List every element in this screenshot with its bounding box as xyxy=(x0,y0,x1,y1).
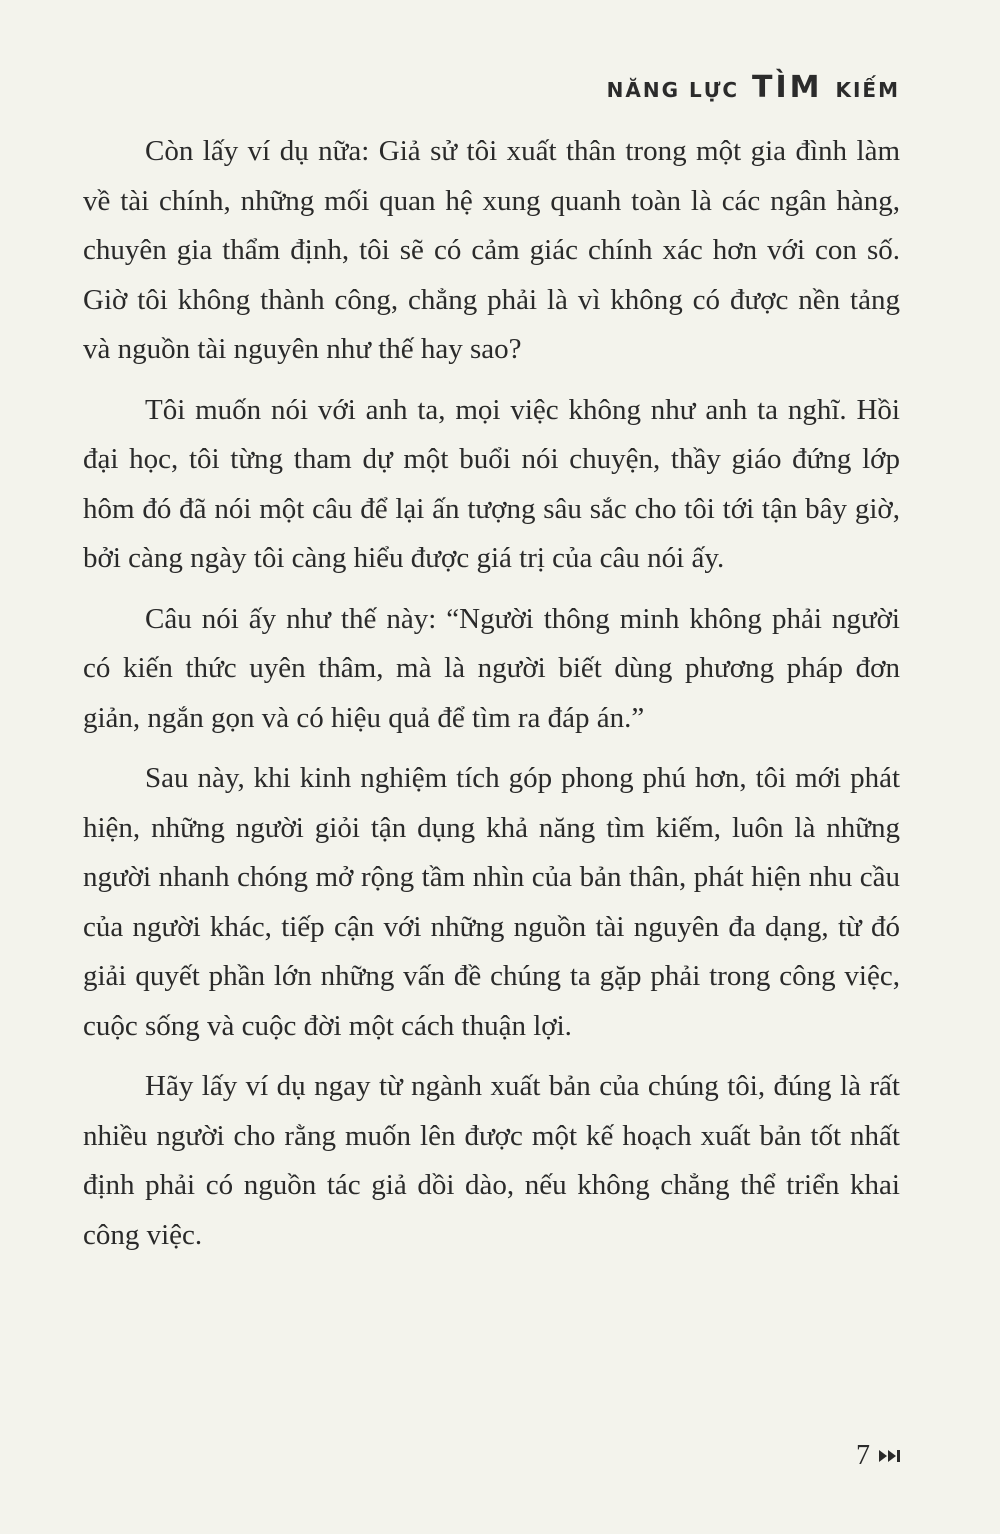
paragraph-2: Tôi muốn nói với anh ta, mọi việc không như anh ta nghĩ. Hồi đại học, tôi từng tham dự một buổi nói chuyện, thầy giáo đứng lớp hôm đó đã nói một câu để lại ấn tượng sâu sắc cho tôi tới tận bây giờ, bởi càng ngày tôi càng hiểu được giá trị của câu nói ấy. xyxy=(83,393,900,574)
paragraph-4: Sau này, khi kinh nghiệm tích góp phong phú hơn, tôi mới phát hiện, những người giỏi tận dụng khả năng tìm kiếm, luôn là những người nhanh chóng mở rộng tầm nhìn của bản thân, phát hiện nhu cầu của người khác, tiếp cận với những nguồn tài nguyên đa dạng, từ đó giải quyết phần lớn những vấn đề chúng ta gặp phải trong công việc, cuộc sống và cuộc đời một cách thuận lợi. xyxy=(83,762,900,1042)
paragraph-5: Hãy lấy ví dụ ngay từ ngành xuất bản của chúng tôi, đúng là rất nhiều người cho rằng muốn lên được một kế hoạch xuất bản tốt nhất định phải có nguồn tác giả dồi dào, nếu không chẳng thể triển khai công việc. xyxy=(83,1070,900,1251)
fast-forward-icon xyxy=(878,1448,902,1464)
header-text-part2: TÌM xyxy=(752,70,823,105)
page-number: 7 xyxy=(856,1440,870,1471)
page-body xyxy=(83,127,900,1271)
header-text-part3: KIẾM xyxy=(826,78,900,102)
header-text-part1: NĂNG LỰC xyxy=(606,78,749,102)
running-header xyxy=(607,70,900,105)
page-footer xyxy=(856,1440,902,1472)
paragraph-1: Còn lấy ví dụ nữa: Giả sử tôi xuất thân trong một gia đình làm về tài chính, những mối quan hệ xung quanh toàn là các ngân hàng, chuyên gia thẩm định, tôi sẽ có cảm giác chính xác hơn với con số. Giờ tôi không thành công, chẳng phải là vì không có được nền tảng và nguồn tài nguyên như thế hay sao? xyxy=(83,135,900,365)
paragraph-3: Câu nói ấy như thế này: “Người thông minh không phải người có kiến thức uyên thâm, mà là người biết dùng phương pháp đơn giản, ngắn gọn và có hiệu quả để tìm ra đáp án.” xyxy=(83,602,900,734)
